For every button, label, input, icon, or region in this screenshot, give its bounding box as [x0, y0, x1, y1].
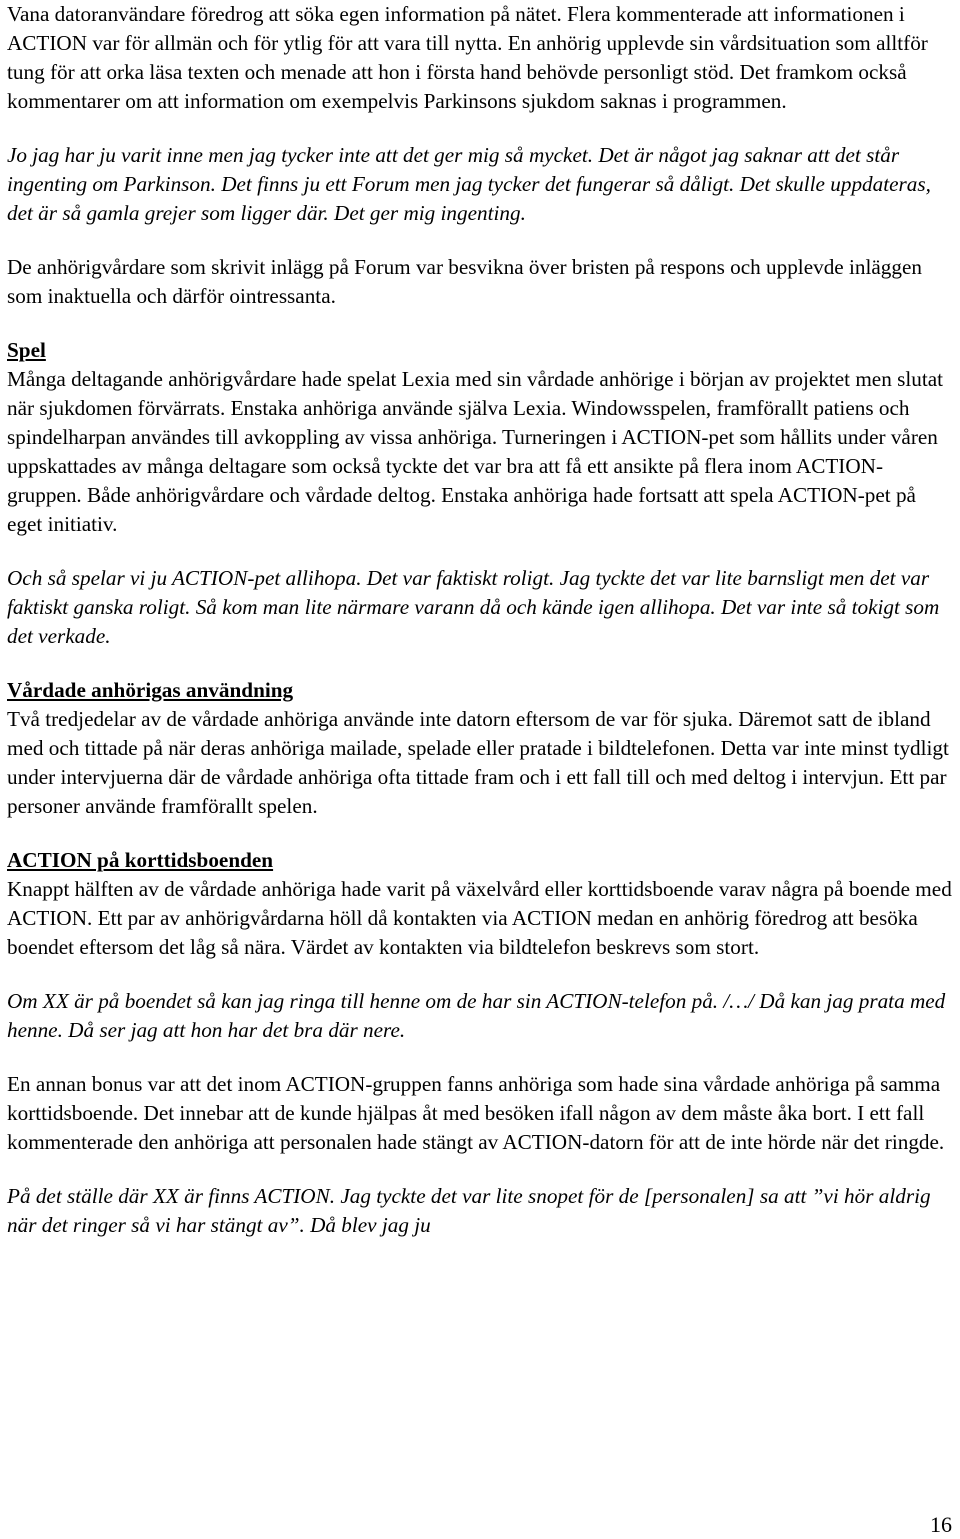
quote-action-pet: Och så spelar vi ju ACTION-pet allihopa. Det var faktiskt roligt. Jag tyckte det var lite barnsligt men det var faktiskt ganska roligt. Så kom man lite närmare varann då och kände igen allihopa. Det var inte så tokigt som det verkade.	[7, 566, 940, 648]
paragraph-spel: Många deltagande anhörigvårdare hade spelat Lexia med sin vårdade anhörige i början av projektet men slutat när sjukdomen förvärrats. Enstaka anhöriga använde själva Lexia. Windowsspelen, framförallt patiens och spindelharpan användes till avkoppling av vissa anhöriga. Turneringen i ACTION-pet som hållits under våren uppskattades av många deltagare som också tyckte det var bra att få ett ansikte på flera inom ACTION-gruppen. Både anhörigvårdare och vårdade deltog. Enstaka anhöriga hade fortsatt att spela ACTION-pet på eget initiativ.	[7, 367, 944, 536]
paragraph-forum: De anhörigvårdare som skrivit inlägg på Forum var besvikna över bristen på respons och upplevde inläggen som inaktuella och därför ointressanta.	[7, 255, 922, 308]
quote-action-telefon: Om XX är på boendet så kan jag ringa till henne om de har sin ACTION-telefon på. /…/ Då kan jag prata med henne. Då ser jag att hon har det bra där nere.	[7, 989, 946, 1042]
quote-parkinson: Jo jag har ju varit inne men jag tycker inte att det ger mig så mycket. Det är något jag saknar att det står ingenting om Parkinson. Det finns ju ett Forum men jag tycker det fungerar så dåligt. Det skulle uppdateras, det är så gamla grejer som ligger där. Det ger mig ingenting.	[7, 143, 931, 225]
paragraph-information-feedback: Vana datoranvändare föredrog att söka egen information på nätet. Flera kommenterade att informationen i ACTION var för allmän och för ytlig för att vara till nytta. En anhörig upplevde sin vårdsituation som alltför tung för att orka läsa texten och menade att hon i första hand behövde personligt stöd. Det framkom också kommentarer om att information om exempelvis Parkinsons sjukdom saknas i programmen.	[7, 2, 928, 113]
paragraph-korttidsboende: Knappt hälften av de vårdade anhöriga hade varit på växelvård eller korttidsboende varav några på boende med ACTION. Ett par av anhörigvårdarna höll då kontakten via ACTION medan en anhörig föredrog att besöka boendet eftersom det låg så nära. Värdet av kontakten via bildtelefon beskrevs som stort.	[7, 877, 952, 959]
page-number: 16	[930, 1512, 952, 1537]
quote-personalen: På det ställe där XX är finns ACTION. Jag tyckte det var lite snopet för de [personalen] sa att ”vi hör aldrig när det ringer så vi har stängt av”. Då blev jag ju	[7, 1184, 931, 1237]
heading-spel: Spel	[7, 338, 46, 362]
paragraph-bonus: En annan bonus var att det inom ACTION-gruppen fanns anhöriga som hade sina vårdade anhöriga på samma korttidsboende. Det innebar att de kunde hjälpas åt med besöken ifall någon av dem måste åka bort. I ett fall kommenterade den anhöriga att personalen hade stängt av ACTION-datorn för att de inte hörde när det ringde.	[7, 1072, 945, 1154]
heading-action-korttidsboenden: ACTION på korttidsboenden	[7, 848, 274, 872]
document-page	[7, 0, 953, 1240]
heading-vardade-anhorigas-anvandning: Vårdade anhörigas användning	[7, 678, 294, 702]
paragraph-vardade-anhoriga: Två tredjedelar av de vårdade anhöriga använde inte datorn eftersom de var för sjuka. Däremot satt de ibland med och tittade på när deras anhöriga mailade, spelade eller pratade i bildtelefonen. Detta var inte minst tydligt under intervjuerna där de vårdade anhöriga ofta tittade fram och i ett fall till och med deltog i intervjun. Ett par personer använde framförallt spelen.	[7, 707, 949, 818]
